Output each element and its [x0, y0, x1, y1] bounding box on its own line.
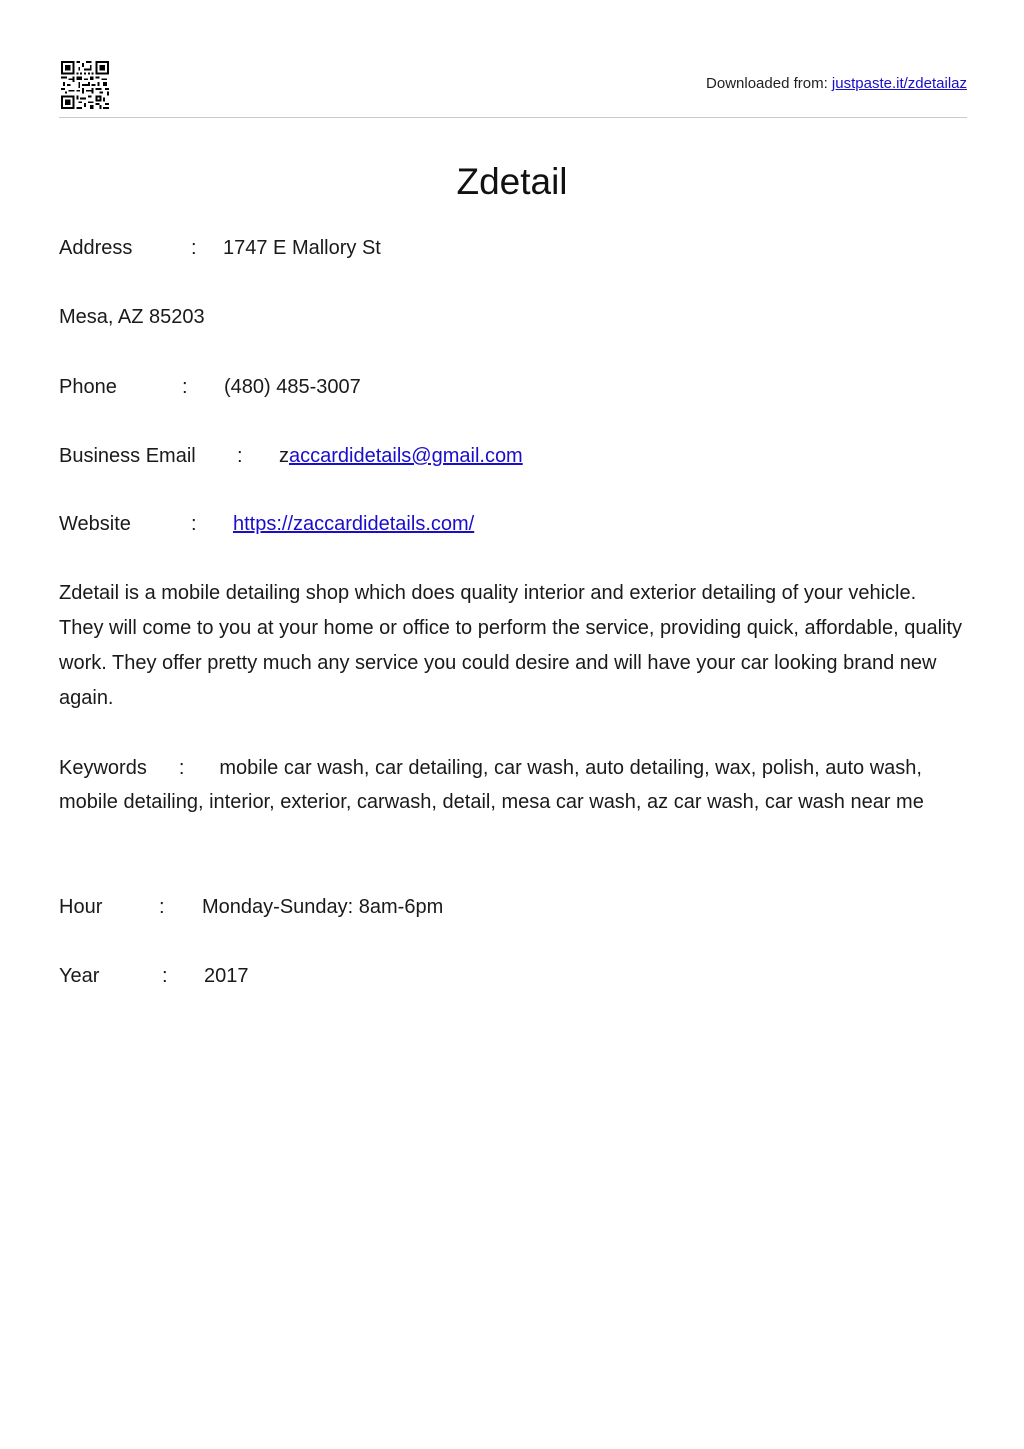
download-source-link[interactable]: justpaste.it/zdetailaz — [831, 75, 967, 92]
qr-code-icon — [61, 61, 109, 109]
year-label: Year — [59, 965, 100, 987]
year-colon: : — [162, 965, 168, 987]
email-link[interactable]: accardidetails@gmail.com — [289, 445, 523, 467]
email-label: Business Email — [59, 445, 196, 467]
phone-value: (480) 485-3007 — [224, 376, 361, 398]
year-value: 2017 — [204, 965, 249, 987]
header-divider — [59, 117, 967, 118]
email-prefix: z — [279, 445, 289, 467]
keywords-value: mobile car wash, car detailing, car wash, auto detailing, wax, polish, auto wash, mobile detailing, interior, exterior, carwash, detail, mesa car wash, az car wash, car wash near me — [59, 757, 924, 813]
phone-label: Phone — [59, 376, 117, 398]
keywords-row — [59, 751, 964, 819]
keywords-colon: : — [178, 757, 185, 779]
address-label: Address — [59, 237, 133, 259]
website-link[interactable]: https://zaccardidetails.com/ — [233, 513, 475, 535]
email-value — [279, 444, 523, 468]
keywords-label: Keywords — [59, 757, 147, 779]
hour-label: Hour — [59, 896, 103, 918]
email-colon: : — [237, 445, 243, 467]
download-source-label: Downloaded from: — [706, 75, 832, 92]
hour-colon: : — [159, 896, 165, 918]
address-line2: Mesa, AZ 85203 — [59, 306, 205, 328]
phone-colon: : — [182, 376, 188, 398]
address-colon: : — [191, 237, 197, 259]
website-colon: : — [191, 513, 197, 535]
page-title: Zdetail — [456, 161, 568, 202]
hour-value: Monday-Sunday: 8am-6pm — [202, 896, 444, 918]
download-source — [706, 75, 967, 92]
description: Zdetail is a mobile detailing shop which does quality interior and exterior detailing of your vehicle. They will come to you at your home or office to perform the service, providing quick, affordable, quality work. They offer pretty much any service you could desire and will have your car looking brand new again. — [59, 582, 963, 709]
website-label: Website — [59, 513, 131, 535]
address-value: 1747 E Mallory St — [223, 237, 381, 259]
